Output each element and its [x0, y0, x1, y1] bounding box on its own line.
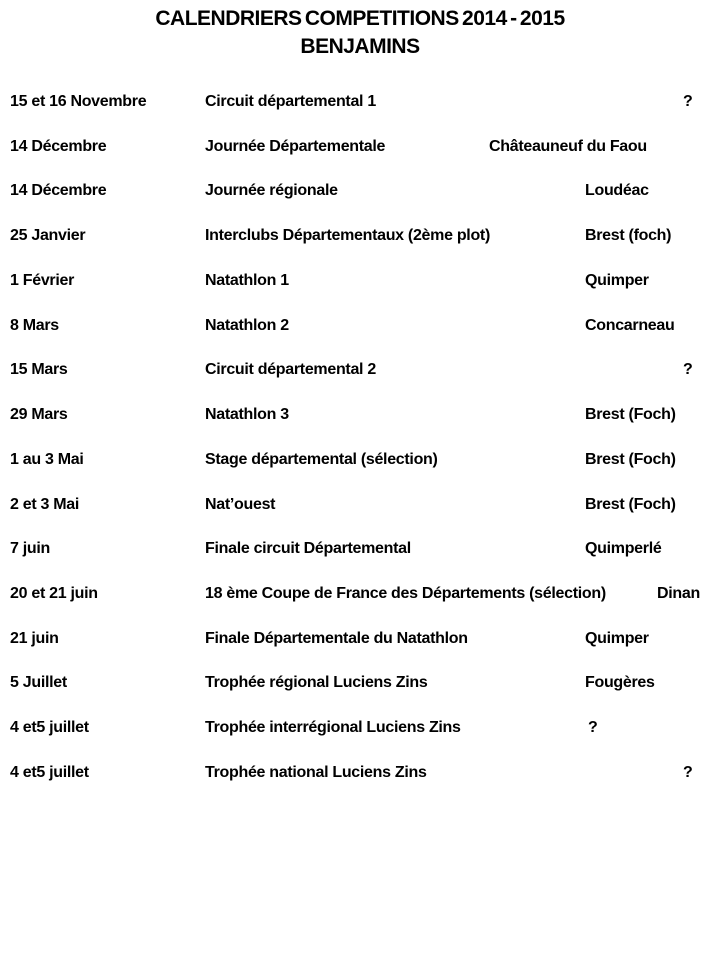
row-location: Concarneau — [585, 317, 675, 334]
row-location: ? — [588, 719, 598, 736]
row-date: 14 Décembre — [10, 182, 107, 199]
row-event: Finale Départementale du Natathlon — [205, 630, 468, 647]
row-event: Trophée interrégional Luciens Zins — [205, 719, 461, 736]
row-location: Brest (Foch) — [585, 406, 676, 423]
row-event: Nat’ouest — [205, 496, 276, 513]
row-date: 7 juin — [10, 540, 50, 557]
row-location: ? — [683, 764, 693, 781]
row-location: Fougères — [585, 674, 655, 691]
row-date: 15 Mars — [10, 361, 68, 378]
page-title — [0, 5, 720, 61]
row-date: 1 Février — [10, 272, 75, 289]
row-date: 2 et 3 Mai — [10, 496, 80, 513]
row-location: Quimperlé — [585, 540, 662, 557]
row-location: ? — [683, 93, 693, 110]
row-event: 18 ème Coupe de France des Départements (sélection) — [205, 585, 606, 602]
table-row — [0, 763, 720, 783]
table-row — [0, 718, 720, 738]
row-location: Quimper — [585, 272, 649, 289]
row-event: Finale circuit Départemental — [205, 540, 411, 557]
row-date: 8 Mars — [10, 317, 59, 334]
page-title-line1: CALENDRIERS COMPETITIONS 2014 - 2015 — [155, 7, 565, 30]
table-row — [0, 360, 720, 380]
row-location: Châteauneuf du Faou — [489, 138, 647, 155]
row-location: Dinan — [657, 585, 700, 602]
row-location: Loudéac — [585, 182, 649, 199]
table-row — [0, 137, 720, 157]
table-row — [0, 226, 720, 246]
table-row — [0, 181, 720, 201]
row-event: Circuit départemental 1 — [205, 93, 376, 110]
table-row — [0, 629, 720, 649]
row-event: Journée régionale — [205, 182, 338, 199]
row-date: 15 et 16 Novembre — [10, 93, 147, 110]
table-row — [0, 539, 720, 559]
table-row — [0, 450, 720, 470]
row-event: Circuit départemental 2 — [205, 361, 376, 378]
row-date: 1 au 3 Mai — [10, 451, 84, 468]
row-date: 4 et5 juillet — [10, 719, 89, 736]
row-date: 29 Mars — [10, 406, 68, 423]
row-location: Quimper — [585, 630, 649, 647]
table-row — [0, 495, 720, 515]
page-title-line2: BENJAMINS — [300, 35, 420, 58]
row-event: Stage départemental (sélection) — [205, 451, 438, 468]
row-location: Brest (Foch) — [585, 451, 676, 468]
row-location: Brest (foch) — [585, 227, 672, 244]
row-event: Natathlon 2 — [205, 317, 289, 334]
row-event: Trophée régional Luciens Zins — [205, 674, 428, 691]
row-event: Trophée national Luciens Zins — [205, 764, 427, 781]
row-date: 14 Décembre — [10, 138, 107, 155]
row-event: Interclubs Départementaux (2ème plot) — [205, 227, 490, 244]
table-row — [0, 584, 720, 604]
row-location: Brest (Foch) — [585, 496, 676, 513]
table-row — [0, 673, 720, 693]
table-row — [0, 405, 720, 425]
row-event: Journée Départementale — [205, 138, 386, 155]
table-row — [0, 271, 720, 291]
row-event: Natathlon 3 — [205, 406, 289, 423]
row-event: Natathlon 1 — [205, 272, 289, 289]
row-date: 25 Janvier — [10, 227, 86, 244]
row-date: 20 et 21 juin — [10, 585, 98, 602]
row-date: 5 Juillet — [10, 674, 67, 691]
row-location: ? — [683, 361, 693, 378]
table-row — [0, 92, 720, 112]
row-date: 4 et5 juillet — [10, 764, 89, 781]
table-row — [0, 316, 720, 336]
row-date: 21 juin — [10, 630, 59, 647]
